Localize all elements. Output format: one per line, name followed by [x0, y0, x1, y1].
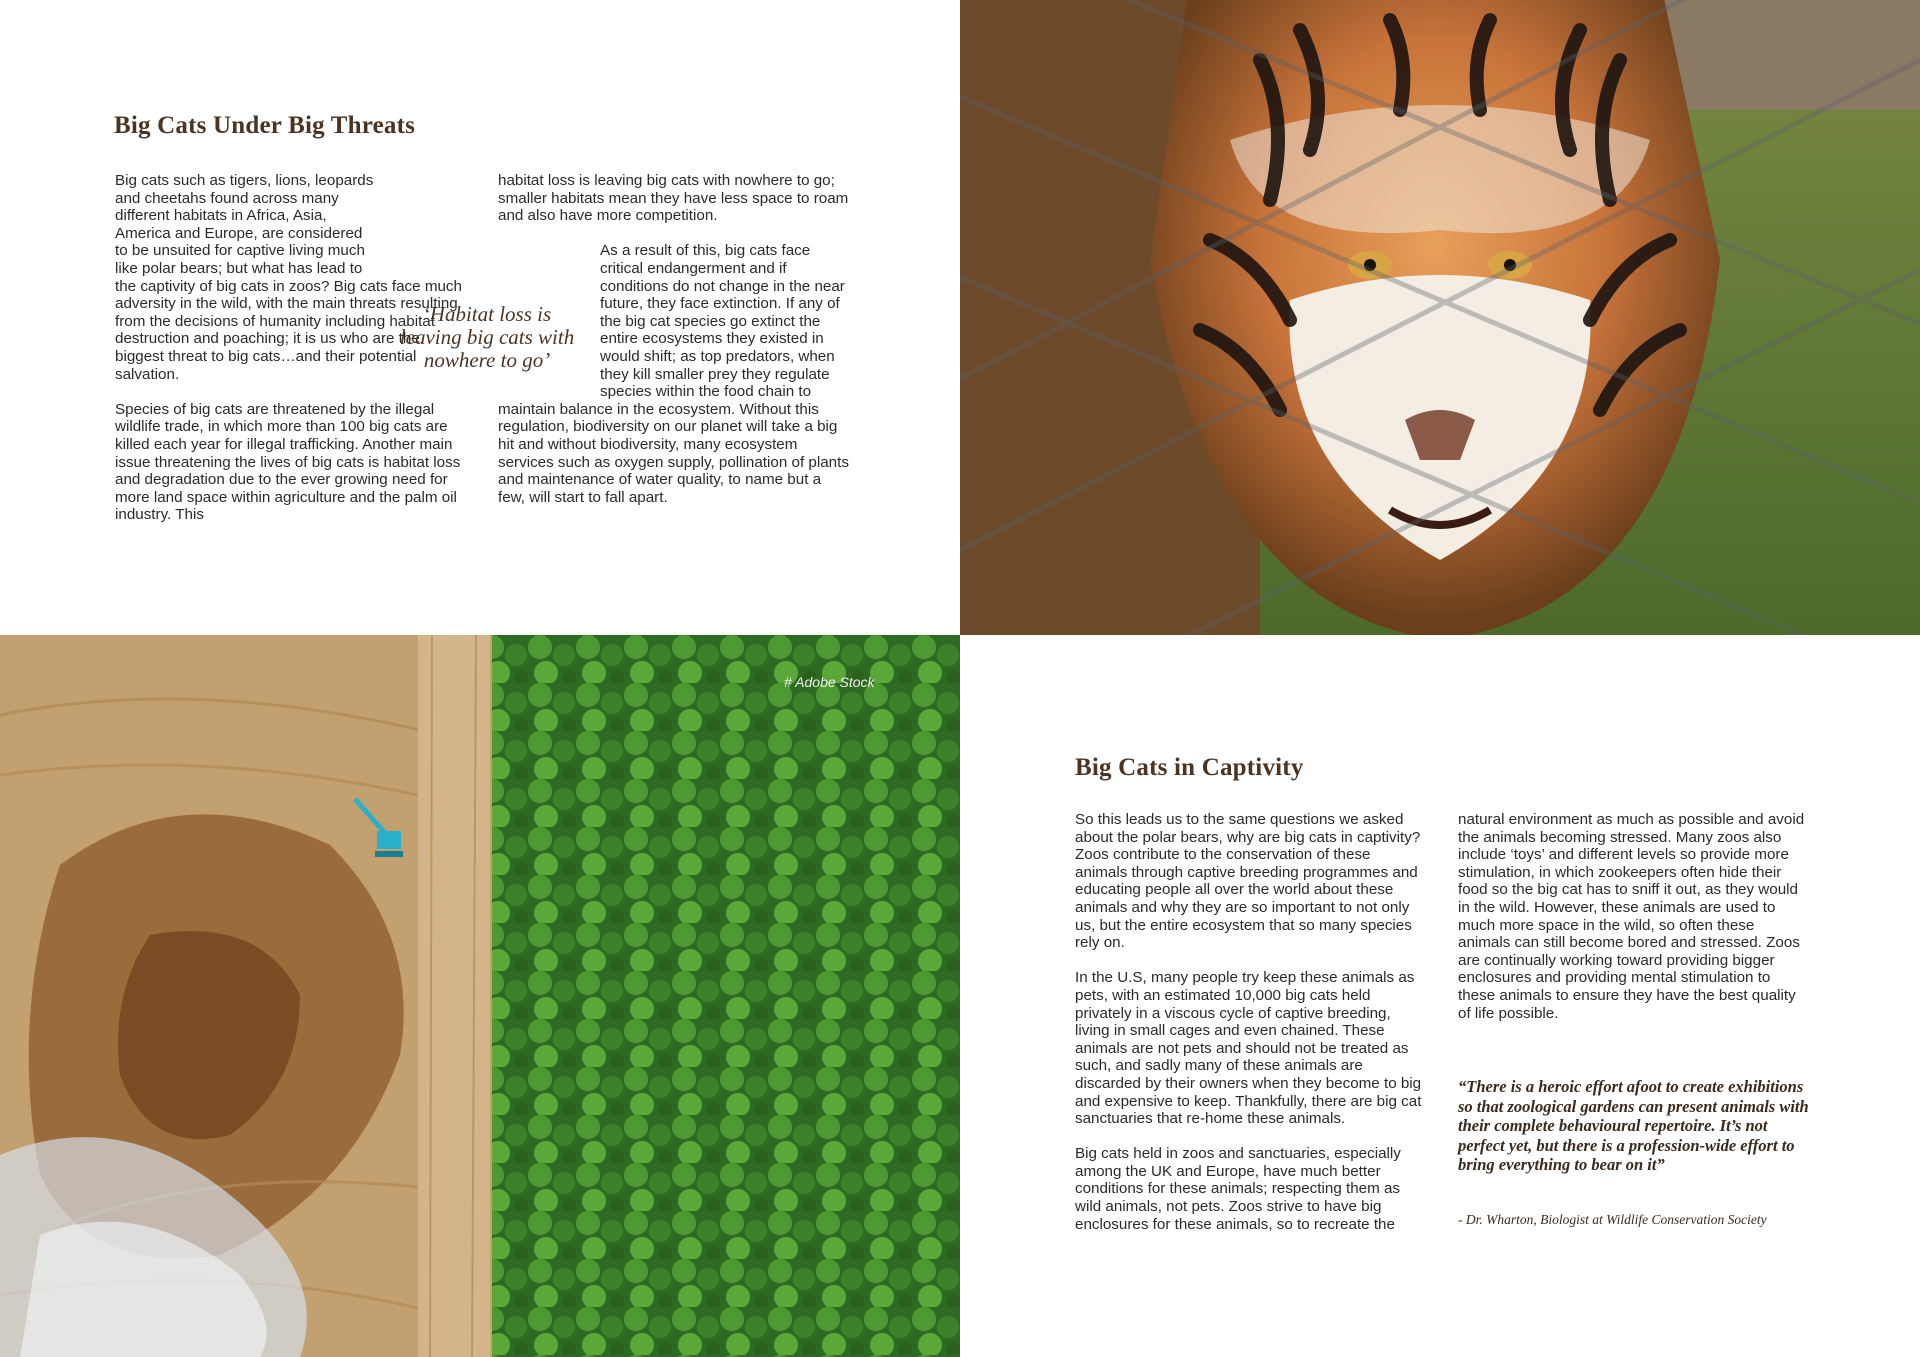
quote: “There is a heroic effort afoot to create exhibitions so that zoological gardens can present animals with their complete behavioural repertoire. It’s not perfect yet, but there is a profession-wide effort to bring everything to bear on it”: [1458, 1077, 1809, 1174]
quote-attribution: - Dr. Wharton, Biologist at Wildlife Conservation Society: [1458, 1212, 1767, 1227]
article-column-2: [498, 172, 850, 506]
article-big-cats-threats: [0, 0, 960, 635]
paragraph: Species of big cats are threatened by the illegal wildlife trade, in which more than 100 big cats are killed each year for illegal trafficking. Another main issue threatening the lives of big cats is habitat loss and degradation due to the ever growing need for more land space within agriculture and the palm oil industry. This: [115, 400, 461, 524]
tiger-photo: [960, 0, 1920, 635]
paragraph: Big cats such as tigers, lions, leopards and cheetahs found across many different habitats in Africa, Asia, America and Europe, are considered to be unsuited for captive living much like polar bears; but what has lead to the captivity of big cats in zoos? Big cats face much adversity in the wild, with the main threats resulting from the decisions of humanity including habitat destruction and poaching; it is us who are the biggest threat to big cats…and their potential salvation.: [115, 172, 462, 383]
tiger-icon: [960, 0, 1920, 635]
article-column-2: [1458, 811, 1810, 1022]
paragraph: In the U.S, many people try keep these animals as pets, with an estimated 10,000 big cats held privately in a viscous cycle of captive breeding, living in small cages and even chained. These animals are not pets and should not be treated as such, and sadly many of these animals are discarded by their owners when they become to big and expensive to keep. Thankfully, there are big cat sanctuaries that re-home these animals.: [1075, 969, 1422, 1128]
paragraph: Big cats held in zoos and sanctuaries, especially among the UK and Europe, have much better conditions for these animals; respecting them as wild animals, not pets. Zoos strive to have big enclosures for these animals, so to recreate the: [1075, 1145, 1401, 1233]
aerial-icon: [0, 635, 960, 1357]
article-title: Big Cats in Captivity: [1075, 754, 1304, 781]
paragraph: So this leads us to the same questions we asked about the polar bears, why are big cats in captivity? Zoos contribute to the conservation of these animals through captive breeding programmes and educating people all over the world about these animals and why they are so important to not only us, but the entire ecosystem that so many species rely on.: [1075, 811, 1421, 952]
deforestation-photo: [0, 635, 960, 1357]
article-column-1: [1075, 811, 1427, 1233]
paragraph: habitat loss is leaving big cats with nowhere to go; smaller habitats mean they have less space to roam and also have more competition.: [498, 172, 849, 225]
paragraph: As a result of this, big cats face critical endangerment and if conditions do not change in the near future, they face extinction. If any of the big cat species go extinct the entire ecosystems they existed in would shift; as top predators, when they kill smaller prey they regulate species within the food chain to maintain balance in the ecosystem. Without this regulation, biodiversity on our planet will take a big hit and without biodiversity, many ecosystem services such as oxygen supply, pollination of plants and maintenance of water quality, to name but a few, will start to fall apart.: [498, 242, 849, 506]
pull-quote: ‘Habitat loss is leaving big cats with nowhere to go’: [399, 302, 575, 372]
photo-credit: # Adobe Stock: [784, 674, 875, 690]
paragraph: natural environment as much as possible and avoid the animals becoming stressed. Many zoos also include ‘toys’ and different levels so provide more stimulation, in which zookeepers often hide their food so the big cat has to sniff it out, as they would in the wild. However, these animals are used to much more space in the wild, so often these animals can still become bored and stressed. Zoos are continually working toward providing bigger enclosures and providing mental stimulation to these animals to ensure they have the best quality of life possible.: [1458, 811, 1805, 1022]
article-big-cats-captivity: [960, 635, 1920, 1357]
article-title: Big Cats Under Big Threats: [114, 112, 416, 139]
